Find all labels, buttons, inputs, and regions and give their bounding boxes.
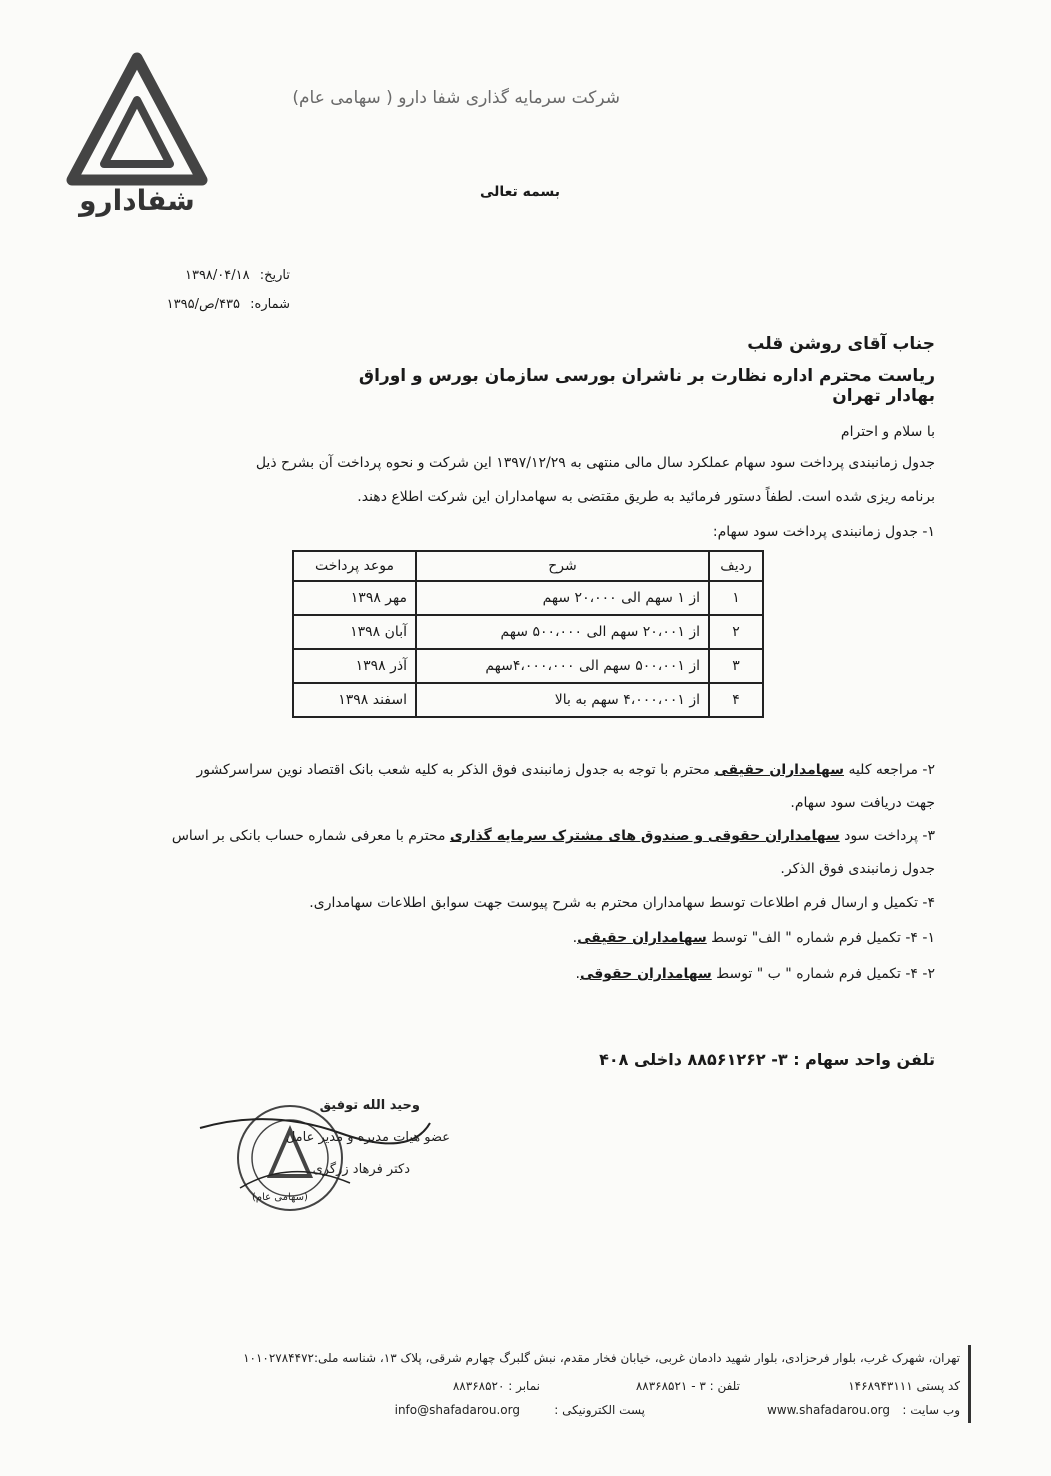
date-value: ۱۳۹۸/۰۴/۱۸: [184, 268, 250, 283]
footer: [140, 1345, 970, 1423]
item-4-1: [120, 930, 935, 946]
signatory-title: عضو هیات مدیره و مدیر عامل: [285, 1130, 450, 1145]
section-title: ۱- جدول زمانبندی پرداخت سود سهام:: [712, 524, 935, 540]
footer-address: تهران، شهرک غرب، بلوار فرحزادی، بلوار شهید دادمان غربی، خیابان فخار مقدم، نبش گلبرگ چهارم شرقی، پلاک ۱۳، شناسه ملی:۱۰۱۰۲۷۸۴۴۷۲: [243, 1351, 960, 1365]
item-text: .: [575, 966, 580, 982]
recipient-name: جناب آقای روشن قلب: [747, 334, 935, 354]
greeting: با سلام و احترام: [840, 424, 935, 440]
stamp-text: (سهامی عام): [252, 1192, 308, 1203]
number-line: [120, 297, 290, 312]
emphasis: سهامداران حقوقی و صندوق های مشترک سرمایه گذاری: [449, 828, 840, 844]
footer-phone: تلفن : ۳ - ۸۸۳۶۸۵۲۱: [635, 1379, 740, 1393]
emphasis: سهامداران حقیقی: [577, 930, 707, 946]
emphasis: سهامداران حقوقی: [579, 966, 712, 982]
footer-email-label: پست الکترونیکی :: [554, 1403, 645, 1417]
footer-email[interactable]: info@shafadarou.org: [394, 1403, 520, 1417]
row-number: ۲: [709, 615, 763, 649]
table-header-cell: شرح: [416, 551, 709, 581]
signatory-name: وحید الله توفیق: [319, 1098, 420, 1113]
table-row: [293, 581, 763, 615]
footer-fax: نمابر : ۸۸۳۶۸۵۲۰: [452, 1379, 540, 1393]
emphasis: سهامداران حقیقی: [714, 762, 844, 778]
item-2: [120, 762, 935, 778]
row-payment-date: آذر ۱۳۹۸: [293, 649, 416, 683]
logo-wordmark: شفادارو: [79, 184, 195, 217]
item-2-continued: جهت دریافت سود سهام.: [790, 795, 935, 811]
row-payment-date: آبان ۱۳۹۸: [293, 615, 416, 649]
item-text: ۲- مراجعه کلیه: [844, 762, 935, 778]
footer-website-label: وب سایت :: [902, 1403, 960, 1417]
item-text: محترم با توجه به جدول زمانبندی فوق الذکر به کلیه شعب بانک اقتصاد نوین سراسرکشور: [196, 762, 715, 778]
table-row: [293, 683, 763, 717]
table-header-cell: موعد پرداخت: [293, 551, 416, 581]
footer-website[interactable]: www.shafadarou.org: [766, 1403, 890, 1417]
row-payment-date: مهر ۱۳۹۸: [293, 581, 416, 615]
item-text: ۱- ۴- تکمیل فرم شماره " الف" توسط: [706, 930, 935, 946]
table-header-row: [293, 551, 763, 581]
row-description: از ۵۰۰،۰۰۱ سهم الی ۴،۰۰۰،۰۰۰سهم: [416, 649, 709, 683]
item-text: ۳- پرداخت سود: [839, 828, 935, 844]
date-line: [120, 268, 290, 283]
item-text: محترم با معرفی شماره حساب بانکی بر اساس: [171, 828, 450, 844]
item-text: .: [572, 930, 578, 946]
signature-block: [180, 1088, 450, 1218]
table-row: [293, 649, 763, 683]
row-payment-date: اسفند ۱۳۹۸: [293, 683, 416, 717]
company-name: شرکت سرمایه گذاری شفا دارو ( سهامی عام): [292, 88, 620, 108]
row-number: ۱: [709, 581, 763, 615]
item-4: ۴- تکمیل و ارسال فرم اطلاعات توسط سهامداران محترم به شرح پیوست جهت سوابق اطلاعات سهامداری.: [309, 895, 935, 911]
item-3-continued: جدول زمانبندی فوق الذکر.: [780, 861, 935, 877]
row-number: ۴: [709, 683, 763, 717]
date-label: تاریخ:: [259, 268, 290, 283]
footer-postal-code: کد پستی ۱۴۶۸۹۴۳۱۱۱: [848, 1379, 960, 1393]
dividend-schedule-table: [292, 550, 764, 718]
row-number: ۳: [709, 649, 763, 683]
signatory-name-2: دکتر فرهاد زرگری: [312, 1162, 410, 1177]
number-label: شماره:: [250, 297, 290, 312]
row-description: از ۴،۰۰۰،۰۰۱ سهم به بالا: [416, 683, 709, 717]
paragraph-line: جدول زمانبندی پرداخت سود سهام عملکرد سال مالی منتهی به ۱۳۹۷/۱۲/۲۹ این شرکت و نحوه پرداخت آن بشرح ذیل: [255, 455, 935, 471]
bismillah-heading: بسمه تعالی: [479, 184, 561, 200]
table-row: [293, 615, 763, 649]
recipient-title: ریاست محترم اداره نظارت بر ناشران بورسی سازمان بورس و اوراق بهادار تهران: [358, 366, 935, 406]
table-header-cell: ردیف: [709, 551, 763, 581]
paragraph-line: برنامه ریزی شده است. لطفاً دستور فرمائید به طریق مقتضی به سهامداران این شرکت اطلاع دهند.: [357, 489, 935, 505]
item-4-2: [120, 966, 935, 982]
shares-unit-phone: تلفن واحد سهام : ۳- ۸۸۵۶۱۲۶۲ داخلی ۴۰۸: [599, 1050, 935, 1069]
company-logo: [62, 52, 212, 217]
item-text: ۲- ۴- تکمیل فرم شماره " ب " توسط: [711, 966, 935, 982]
row-description: از ۱ سهم الی ۲۰،۰۰۰ سهم: [416, 581, 709, 615]
number-value: ۴۳۵/ص/۱۳۹۵: [166, 297, 241, 312]
row-description: از ۲۰،۰۰۱ سهم الی ۵۰۰،۰۰۰ سهم: [416, 615, 709, 649]
item-3: [120, 828, 935, 844]
